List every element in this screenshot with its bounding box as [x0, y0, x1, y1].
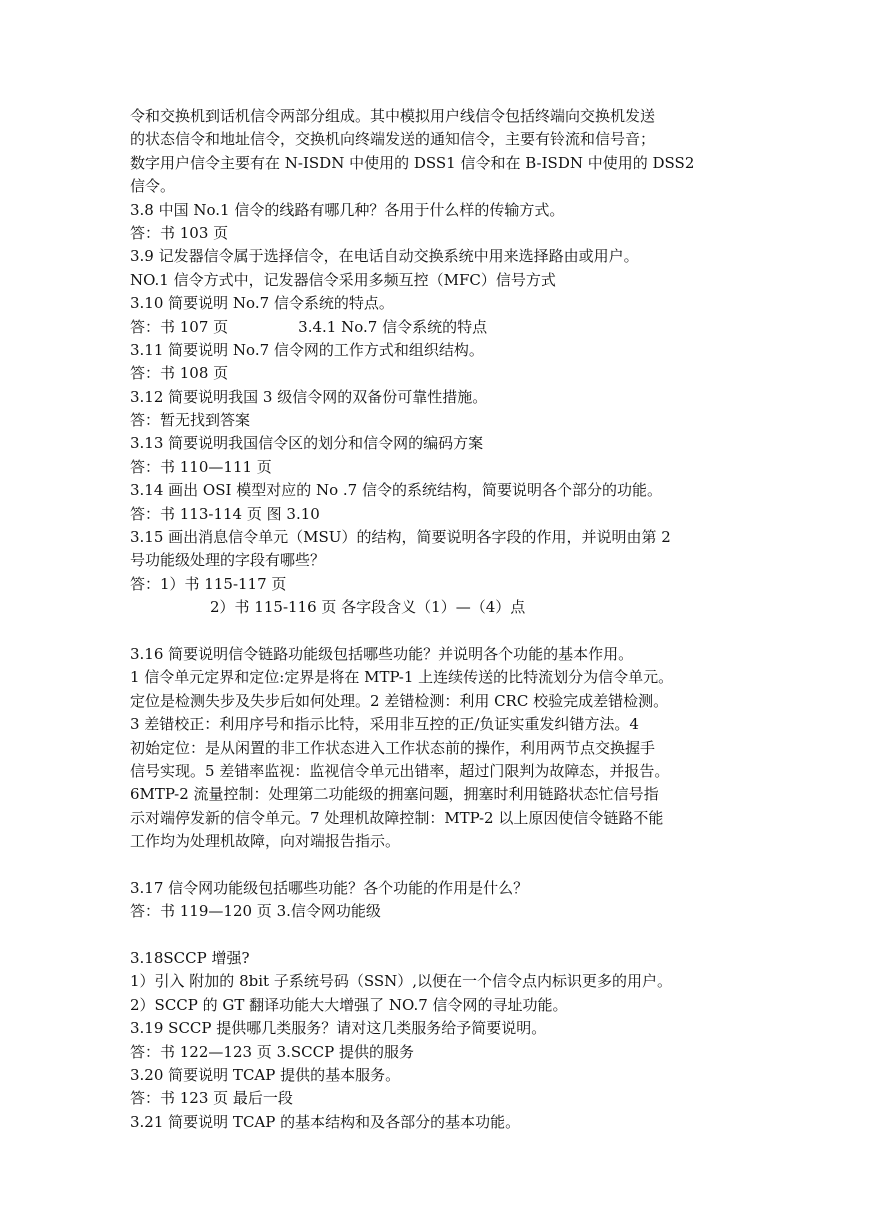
answer-3-14: 答：书 113-114 页 图 3.10: [130, 504, 320, 523]
document-page: [130, 105, 745, 1134]
question-3-15: 3.15 画出消息信令单元（MSU）的结构，简要说明各字段的作用，并说明由第 2: [130, 528, 671, 547]
text-line: 示对端停发新的信令单元。7 处理机故障控制：MTP-2 以上原因使信令链路不能: [130, 808, 664, 827]
answer-3-19: 答：书 122—123 页 3.SCCP 提供的服务: [130, 1042, 414, 1061]
blank-line: [130, 854, 745, 877]
text-line: 数字用户信令主要有在 N-ISDN 中使用的 DSS1 信令和在 B-ISDN 中使用的 DSS2: [130, 153, 695, 172]
text-line: 3 差错校正：利用序号和指示比特，采用非互控的正/负证实重发纠错方法。4: [130, 715, 639, 734]
answer-3-20: 答：书 123 页 最后一段: [130, 1089, 293, 1108]
question-3-12: 3.12 简要说明我国 3 级信令网的双备份可靠性措施。: [130, 387, 488, 406]
blank-line: [130, 620, 745, 643]
text-line: 2）SCCP 的 GT 翻译功能大大增强了 NO.7 信令网的寻址功能。: [130, 995, 568, 1014]
answer-3-15-part1: 答：1）书 115-117 页: [130, 574, 287, 593]
answer-3-13: 答：书 110—111 页: [130, 457, 272, 476]
answer-3-15-part2: 2）书 115-116 页 各字段含义（1）—（4）点: [210, 598, 526, 617]
answer-3-8: 答：书 103 页: [130, 223, 229, 242]
question-3-17: 3.17 信令网功能级包括哪些功能？各个功能的作用是什么？: [130, 878, 529, 897]
answer-3-10: 答：书 107 页: [130, 317, 229, 336]
text-line: 初始定位：是从闲置的非工作状态进入工作状态前的操作，利用两节点交换握手: [130, 738, 656, 757]
question-3-8: 3.8 中国 No.1 信令的线路有哪几种？各用于什么样的传输方式。: [130, 200, 565, 219]
text-line: NO.1 信令方式中，记发器信令采用多频互控（MFC）信号方式: [130, 270, 556, 289]
question-3-19: 3.19 SCCP 提供哪几类服务？请对这几类服务给予简要说明。: [130, 1019, 547, 1038]
question-3-14: 3.14 画出 OSI 模型对应的 No .7 信令的系统结构，简要说明各个部分的功能。: [130, 481, 662, 500]
text-line: 信令。: [130, 177, 176, 196]
question-3-18: 3.18SCCP 增强?: [130, 949, 250, 968]
text-line: 6MTP-2 流量控制：处理第二功能级的拥塞问题，拥塞时利用链路状态忙信号指: [130, 785, 659, 804]
text-line: 号功能级处理的字段有哪些？: [130, 551, 326, 570]
text-line: 1 信令单元定界和定位:定界是将在 MTP-1 上连续传送的比特流划分为信令单元。: [130, 668, 674, 687]
question-3-9: 3.9 记发器信令属于选择信令，在电话自动交换系统中用来选择路由或用户。: [130, 247, 639, 266]
question-3-20: 3.20 简要说明 TCAP 提供的基本服务。: [130, 1066, 401, 1085]
question-3-11: 3.11 简要说明 No.7 信令网的工作方式和组织结构。: [130, 340, 484, 359]
answer-3-11: 答：书 108 页: [130, 364, 229, 383]
question-3-21: 3.21 简要说明 TCAP 的基本结构和及各部分的基本功能。: [130, 1112, 521, 1131]
answer-3-12: 答：暂无找到答案: [130, 411, 251, 430]
blank-line: [130, 924, 745, 947]
answer-3-17: 答：书 119—120 页 3.信令网功能级: [130, 902, 381, 921]
text-line: 令和交换机到话机信令两部分组成。其中模拟用户线信令包括终端向交换机发送: [130, 107, 656, 125]
question-3-13: 3.13 简要说明我国信令区的划分和信令网的编码方案: [130, 434, 484, 453]
text-line: 信号实现。5 差错率监视：监视信令单元出错率，超过门限判为故障态，并报告。: [130, 761, 670, 780]
answer-3-10-section: 3.4.1 No.7 信令系统的特点: [298, 317, 488, 336]
text-line: 定位是检测失步及失步后如何处理。2 差错检测：利用 CRC 校验完成差错检测。: [130, 691, 669, 710]
question-3-16: 3.16 简要说明信令链路功能级包括哪些功能？并说明各个功能的基本作用。: [130, 644, 634, 663]
text-line: 的状态信令和地址信令，交换机向终端发送的通知信令，主要有铃流和信号音；: [130, 130, 656, 149]
question-3-10: 3.10 简要说明 No.7 信令系统的特点。: [130, 294, 394, 313]
text-line: 1）引入 附加的 8bit 子系统号码（SSN）,以便在一个信令点内标识更多的用户。: [130, 972, 673, 991]
answer-3-10-row: [130, 316, 745, 339]
text-line: 工作均为处理机故障，向对端报告指示。: [130, 832, 401, 851]
